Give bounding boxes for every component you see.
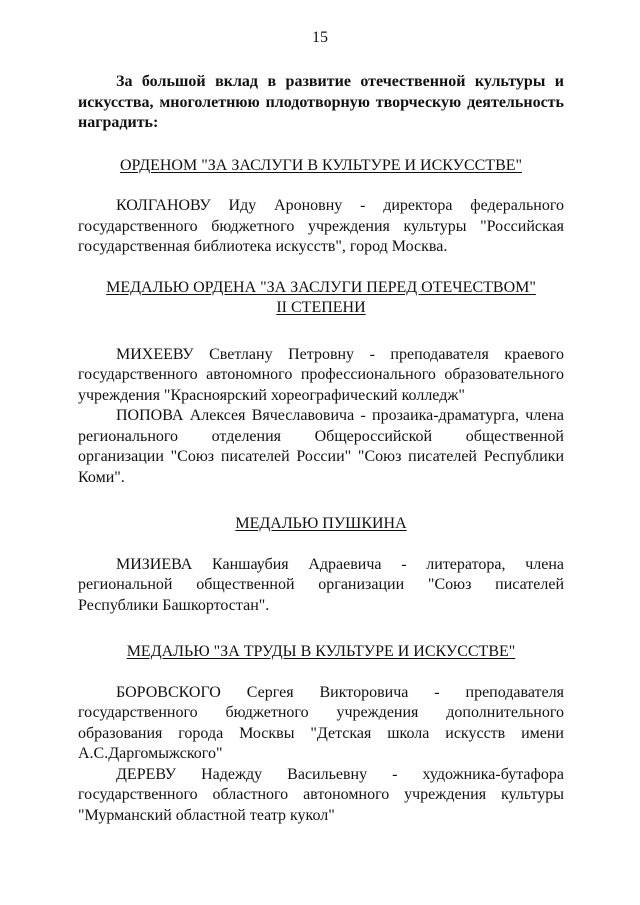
awardee-paragraph: МИЗИЕВА Каншаубия Адраевича - литератора, члена региональной общественной организации "Союз писателей Республики Башкортостан". bbox=[78, 555, 564, 614]
award-section bbox=[78, 278, 564, 489]
awardee-paragraph: МИХЕЕВУ Светлану Петровну - преподавателя краевого государственного автономного профессионального образовательного учреждения "Красноярский хореографический колледж" bbox=[78, 345, 564, 404]
award-heading: ОРДЕНОМ "ЗА ЗАСЛУГИ В КУЛЬТУРЕ И ИСКУССТВЕ" bbox=[119, 156, 523, 174]
award-heading-line2: II СТЕПЕНИ bbox=[276, 299, 366, 316]
award-heading: МЕДАЛЬЮ "ЗА ТРУДЫ В КУЛЬТУРЕ И ИСКУССТВЕ" bbox=[126, 643, 516, 660]
award-section bbox=[78, 642, 564, 826]
awardee-paragraph: КОЛГАНОВУ Иду Ароновну - директора федерального государственного бюджетного учреждения культуры "Российская государственная библиотека искусств", город Москва. bbox=[78, 197, 564, 255]
award-section bbox=[78, 514, 564, 616]
award-heading: МЕДАЛЬЮ ПУШКИНА bbox=[235, 515, 407, 532]
award-section bbox=[78, 156, 564, 258]
awardee-paragraph: БОРОВСКОГО Сергея Викторовича - преподавателя государственного бюджетного учреждения дополнительного образования города Москвы "Детская школа искусств имени А.С.Даргомыжского" bbox=[78, 683, 564, 762]
intro-paragraph: За большой вклад в развитие отечественной культуры и искусства, многолетнюю плодотворную творческую деятельность наградить: bbox=[78, 73, 564, 131]
page-number: 15 bbox=[312, 29, 328, 46]
award-heading: МЕДАЛЬЮ ОРДЕНА "ЗА ЗАСЛУГИ ПЕРЕД ОТЕЧЕСТВОМ" bbox=[106, 278, 536, 296]
awardee-paragraph: ПОПОВА Алексея Вячеславовича - прозаика-драматурга, члена регионального отделения Общероссийской общественной организации "Союз писателей России" "Союз писателей Республики Коми". bbox=[78, 407, 564, 486]
document-body bbox=[78, 72, 564, 826]
awardee-paragraph: ДЕРЕВУ Надежду Васильевну - художника-бутафора государственного областного автономного учреждения культуры "Мурманский областной театр кукол" bbox=[78, 765, 564, 824]
